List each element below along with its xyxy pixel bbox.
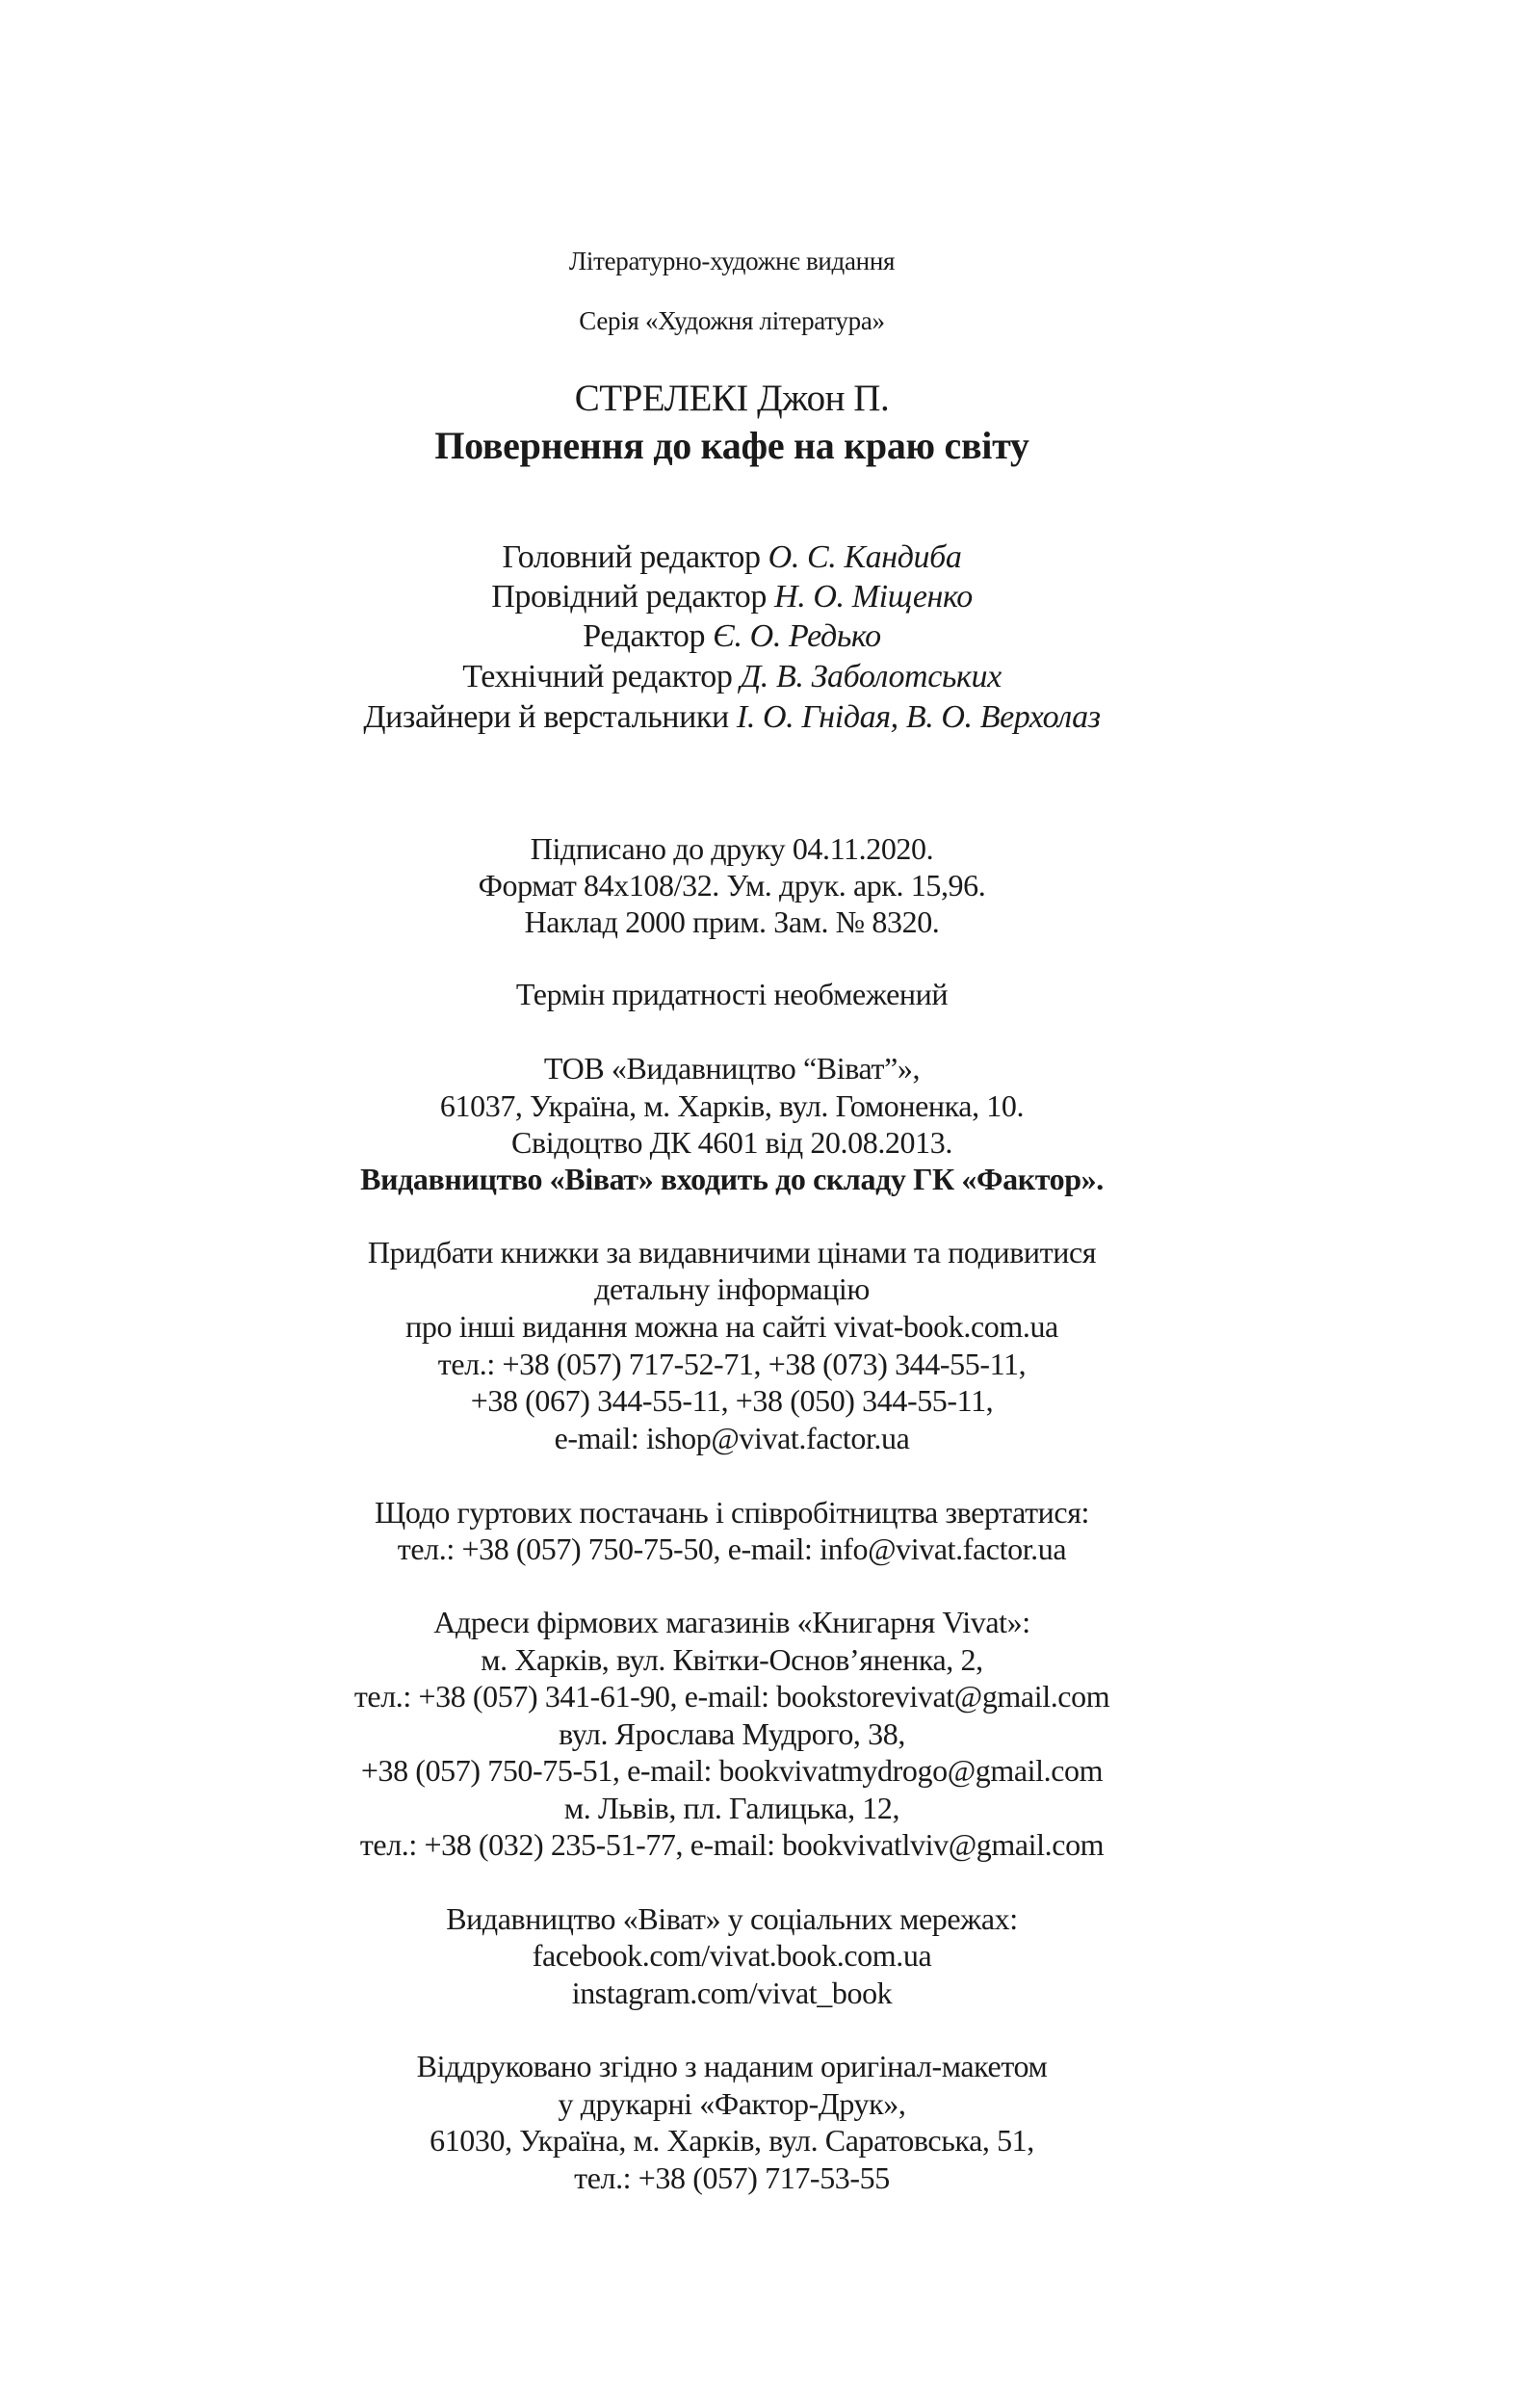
purchase-line: тел.: +38 (057) 717-52-71, +38 (073) 344-55-11,	[437, 1347, 1027, 1381]
purchase-line: детальну інформацію	[594, 1271, 870, 1306]
credit-name: Н. О. Міщенко	[774, 579, 973, 615]
store-line: м. Харків, вул. Квітки-Основ’яненка, 2,	[481, 1642, 983, 1677]
printer-line: у друкарні «Фактор-Друк»,	[558, 2086, 906, 2121]
social-heading: Видавництво «Віват» у соціальних мережах:	[446, 1901, 1018, 1936]
store-line: м. Львів, пл. Галицька, 12,	[563, 1791, 900, 1825]
store-line: тел.: +38 (032) 235-51-77, e-mail: bookvivatlviv@gmail.com	[359, 1827, 1105, 1862]
publisher-name: ТОВ «Видавництво “Віват”»,	[543, 1051, 921, 1086]
credit-line	[0, 581, 1464, 614]
edition-genre: Літературно-художнє видання	[568, 247, 896, 275]
credit-name: Є. О. Редько	[713, 618, 881, 654]
book-author: СТРЕЛЕКІ Джон П.	[574, 378, 890, 419]
book-title: Повернення до кафе на краю світу	[434, 424, 1029, 467]
publisher-address: 61037, Україна, м. Харків, вул. Гомоненка, 10.	[439, 1088, 1025, 1123]
credit-role: Головний редактор	[502, 539, 768, 575]
credit-role: Технічний редактор	[462, 659, 741, 694]
credit-name: Д. В. Заболотських	[740, 659, 1002, 694]
printer-line: Віддруковано згідно з наданим оригінал-макетом	[416, 2049, 1048, 2083]
wholesale-line: Щодо гуртових постачань і співробітництва звертатися:	[374, 1495, 1090, 1530]
publisher-certificate: Свідоцтво ДК 4601 від 20.08.2013.	[511, 1125, 952, 1160]
social-facebook: facebook.com/vivat.book.com.ua	[532, 1938, 932, 1973]
purchase-line: +38 (067) 344-55-11, +38 (050) 344-55-11,	[470, 1383, 994, 1418]
credit-name: І. О. Гнідая, В. О. Верхолаз	[736, 699, 1101, 735]
stores-heading: Адреси фірмових магазинів «Книгарня Vivat»:	[433, 1605, 1030, 1639]
credit-line	[0, 541, 1464, 574]
purchase-email: e-mail: ishop@vivat.factor.ua	[554, 1421, 910, 1455]
print-format: Формат 84x108/32. Ум. друк. арк. 15,96.	[478, 868, 986, 903]
print-run: Наклад 2000 прим. Зам. № 8320.	[524, 904, 940, 939]
social-instagram: instagram.com/vivat_book	[571, 1976, 893, 2010]
credit-line	[0, 620, 1464, 653]
signed-to-print: Підписано до друку 04.11.2020.	[530, 831, 934, 866]
publisher-group: Видавництво «Віват» входить до складу ГК «Фактор».	[360, 1162, 1104, 1196]
printer-phone: тел.: +38 (057) 717-53-55	[574, 2160, 890, 2195]
series-label: Серія «Художня література»	[579, 306, 885, 335]
credit-role: Редактор	[583, 618, 714, 654]
credit-name: О. С. Кандиба	[768, 539, 962, 575]
store-line: +38 (057) 750-75-51, e-mail: bookvivatmydrogo@gmail.com	[360, 1753, 1104, 1788]
store-line: тел.: +38 (057) 341-61-90, e-mail: bookstorevivat@gmail.com	[353, 1679, 1110, 1714]
credit-line	[0, 701, 1464, 734]
printer-line: 61030, Україна, м. Харків, вул. Саратовська, 51,	[430, 2123, 1034, 2158]
store-line: вул. Ярослава Мудрого, 38,	[559, 1716, 905, 1751]
shelf-life: Термін придатності необмежений	[515, 977, 949, 1011]
purchase-line: Придбати книжки за видавничими цінами та подивитися	[367, 1235, 1097, 1269]
wholesale-contact: тел.: +38 (057) 750-75-50, e-mail: info@vivat.factor.ua	[397, 1531, 1067, 1566]
credit-role: Дизайнери й верстальники	[363, 699, 737, 735]
credit-line	[0, 661, 1464, 694]
credit-role: Провідний редактор	[491, 579, 775, 615]
purchase-line: про інші видання можна на сайті vivat-book.com.ua	[405, 1309, 1058, 1344]
